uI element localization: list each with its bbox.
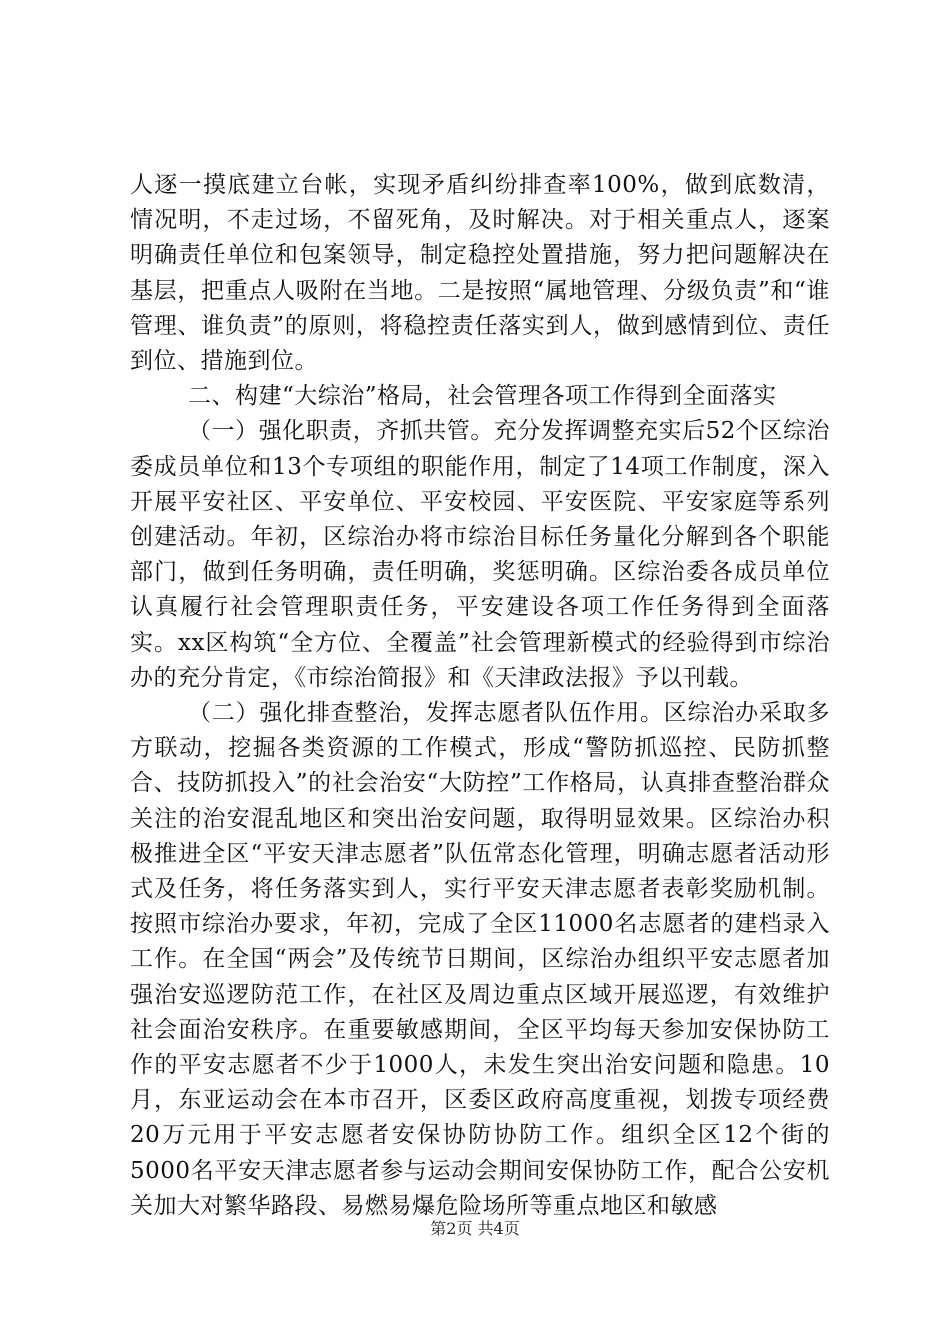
document-body [130,168,830,1224]
paragraph-subsection-2: （二）强化排查整治，发挥志愿者队伍作用。区综治办采取多方联动，挖掘各类资源的工作模式，形成“警防抓巡控、民防抓整合、技防抓投入”的社会治安“大防控”工作格局，认真排查整治群众关注的治安混乱地区和突出治安问题，取得明显效果。区综治办积极推进全区“平安天津志愿者”队伍常态化管理，明确志愿者活动形式及任务，将任务落实到人，实行平安天津志愿者表彰奖励机制。按照市综治办要求，年初，完成了全区11000名志愿者的建档录入工作。在全国“两会”及传统节日期间，区综治办组织平安志愿者加强治安巡逻防范工作，在社区及周边重点区域开展巡逻，有效维护社会面治安秩序。在重要敏感期间，全区平均每天参加安保协防工作的平安志愿者不少于1000人，未发生突出治安问题和隐患。10月，东亚运动会在本市召开，区委区政府高度重视，划拨专项经费20万元用于平安志愿者安保协防协防工作。组织全区12个街的5000名平安天津志愿者参与运动会期间安保协防工作，配合公安机关加大对繁华路段、易燃易爆危险场所等重点地区和敏感 [130,700,830,1219]
paragraph-continuation: 人逐一摸底建立台帐，实现矛盾纠纷排查率100%，做到底数清，情况明，不走过场，不留死角，及时解决。对于相关重点人，逐案明确责任单位和包案领导，制定稳控处置措施，努力把问题解决在基层，把重点人吸附在当地。二是按照“属地管理、分级负责”和“谁管理、谁负责”的原则，将稳控责任落实到人，做到感情到位、责任到位、措施到位。 [130,172,830,375]
page-number-footer: 第2页 共4页 [430,1219,520,1238]
section-heading: 二、构建“大综治”格局，社会管理各项工作得到全面落实 [188,383,777,410]
paragraph-subsection-1: （一）强化职责，齐抓共管。充分发挥调整充实后52个区综治委成员单位和13个专项组的职能作用，制定了14项工作制度，深入开展平安社区、平安单位、平安校园、平安医院、平安家庭等系列创建活动。年初，区综治办将市综治目标任务量化分解到各个职能部门，做到任务明确，责任明确，奖惩明确。区综治委各成员单位认真履行社会管理职责任务，平安建设各项工作任务得到全面落实。xx区构筑“全方位、全覆盖”社会管理新模式的经验得到市综治办的充分肯定，《市综治简报》和《天津政法报》予以刊载。 [130,418,830,691]
